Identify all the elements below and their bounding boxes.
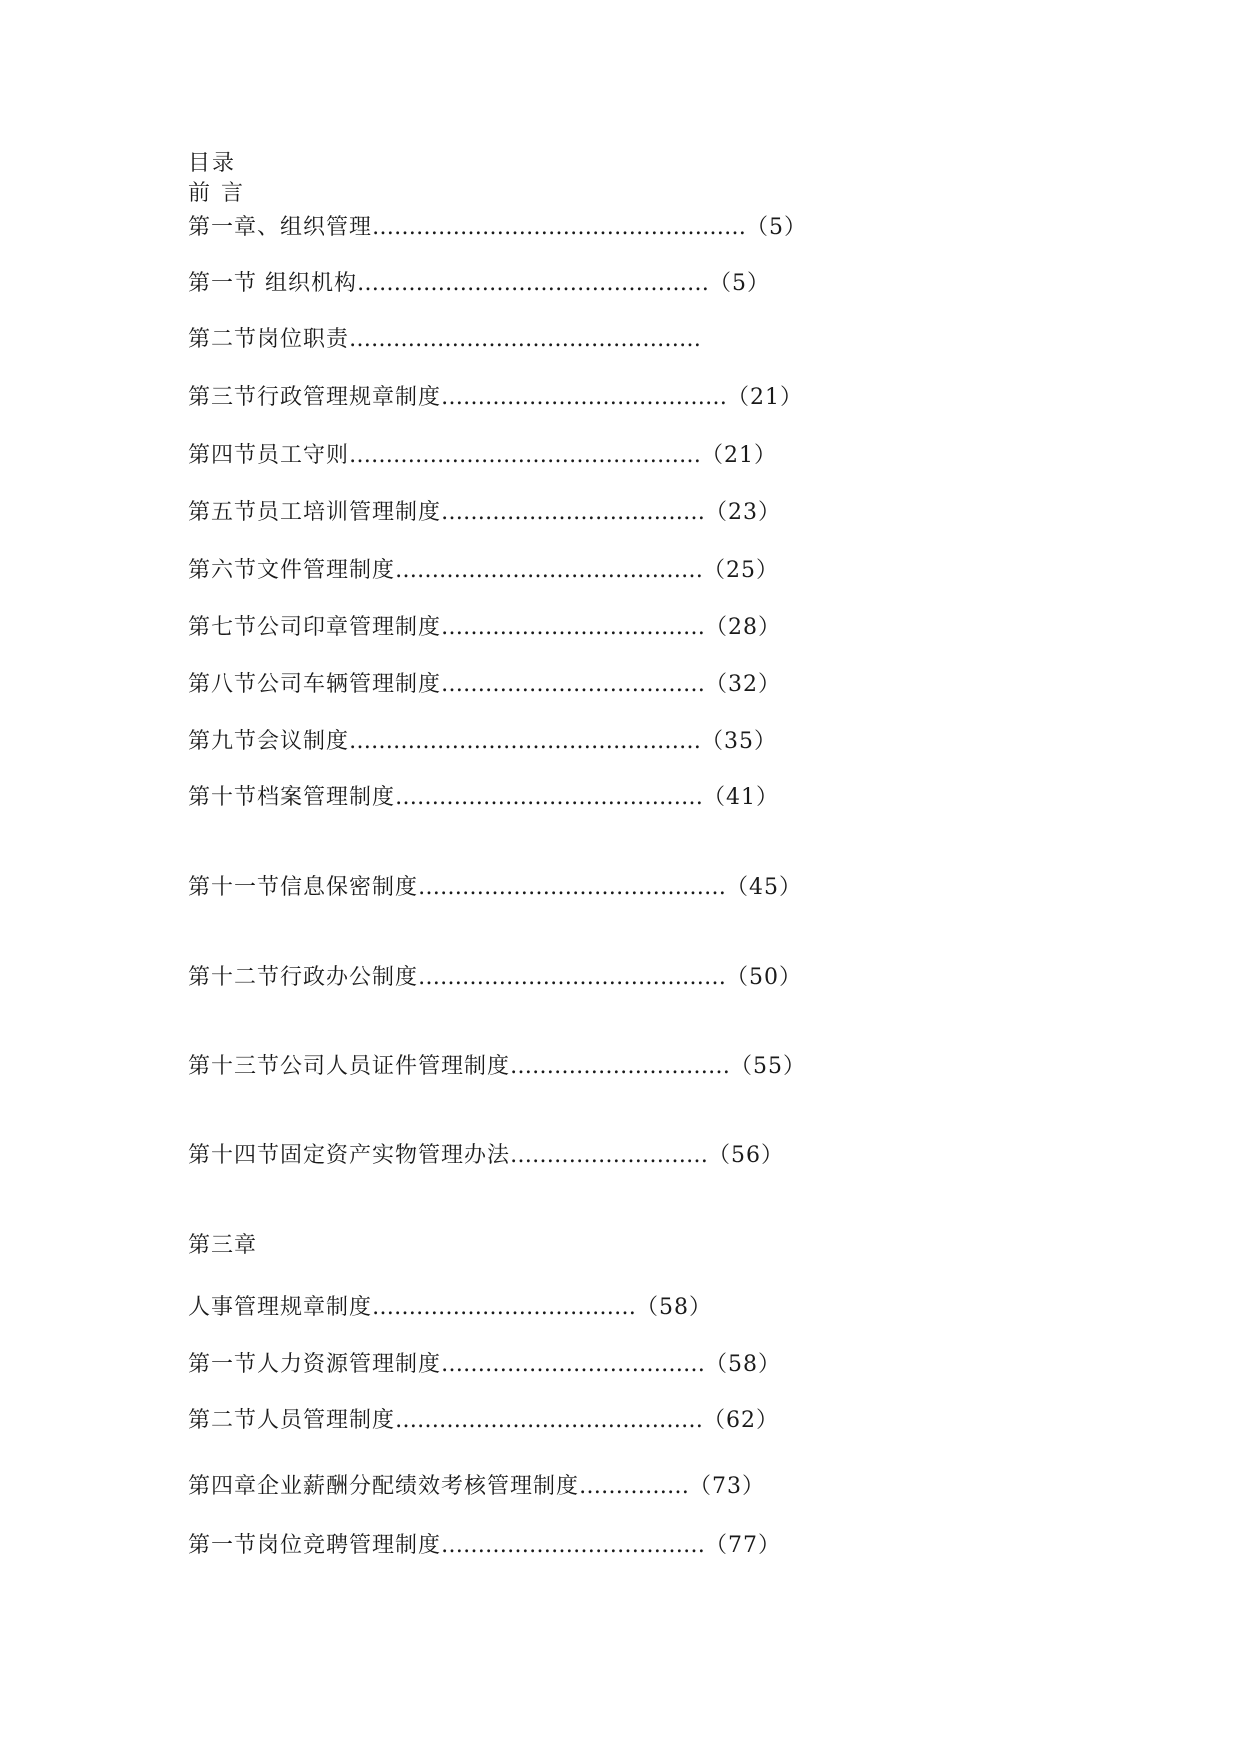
toc-entry[interactable] [188,1473,765,1501]
toc-entry-text: 第十三节公司人员证件管理制度 [188,1054,511,1079]
toc-page-number: （58） [705,1352,782,1377]
toc-entry-text: 第十一节信息保密制度 [188,875,419,900]
toc-leader-dots: ……………………………… [372,1295,637,1320]
toc-entry-text: 第三章 [188,1233,258,1258]
toc-page-number: （58） [636,1295,713,1320]
chapter-heading[interactable] [188,1232,257,1260]
toc-page-number: （62） [703,1408,780,1433]
toc-page-number: （25） [703,558,780,583]
toc-entry[interactable] [188,270,770,298]
toc-leader-dots: …………………………………… [395,1408,704,1433]
toc-page-number: （56） [708,1143,785,1168]
toc-leader-dots: …………………………………… [418,965,727,990]
toc-leader-dots: ……………………… [510,1143,709,1168]
toc-entry-text: 第六节文件管理制度 [188,558,396,583]
toc-entry-text: 第一节 组织机构 [188,271,357,296]
toc-entry[interactable] [188,874,802,902]
toc-page-number: （55） [730,1054,807,1079]
toc-entry[interactable] [188,326,701,354]
toc-entry[interactable] [188,1532,781,1560]
toc-entry-text: 第四章企业薪酬分配绩效考核管理制度 [188,1474,580,1499]
toc-leader-dots: ………………………………………… [357,271,709,296]
toc-page-number: （5） [746,215,808,240]
toc-entry[interactable] [188,557,779,585]
toc-entry-text: 第十节档案管理制度 [188,785,396,810]
toc-entry-text: 第一节人力资源管理制度 [188,1352,442,1377]
toc-entry[interactable] [188,499,781,527]
toc-leader-dots: ……………………………… [441,615,706,640]
toc-entry-text: 第三节行政管理规章制度 [188,385,442,410]
toc-entry-text: 第二节岗位职责 [188,327,350,352]
toc-entry-text: 第七节公司印章管理制度 [188,615,442,640]
toc-entry-text: 第八节公司车辆管理制度 [188,672,442,697]
toc-leader-dots: ………………………… [510,1054,731,1079]
toc-page-number: （45） [726,875,803,900]
toc-page-number: （21） [727,385,804,410]
toc-entry[interactable] [188,671,781,699]
toc-entry-text: 第二节人员管理制度 [188,1408,396,1433]
toc-title: 目录 [188,151,237,176]
toc-entry[interactable] [188,964,802,992]
toc-entry[interactable] [188,1294,712,1322]
toc-entry-text: 第九节会议制度 [188,729,350,754]
toc-entry-text: 第一章、组织管理 [188,215,373,240]
toc-entry[interactable] [188,728,777,756]
toc-entry[interactable] [188,1351,781,1379]
toc-page-number: （32） [705,672,782,697]
toc-page-number: （5） [709,271,770,296]
toc-leader-dots: …………………………………… [395,558,704,583]
toc-entry-text: 第十二节行政办公制度 [188,965,419,990]
toc-page-number: （77） [705,1533,782,1558]
toc-entry[interactable] [188,214,807,242]
toc-entry[interactable] [188,384,803,412]
toc-leader-dots: …………………………………………… [372,215,747,240]
toc-leader-dots: ………………………………… [441,385,728,410]
toc-leader-dots: ………………………………………… [349,327,702,352]
toc-entry[interactable] [188,1142,784,1170]
toc-entry-text: 第五节员工培训管理制度 [188,500,442,525]
toc-page-number: （41） [703,785,780,810]
toc-page-number: （35） [701,729,778,754]
toc-leader-dots: ……………………………… [441,1352,706,1377]
toc-leader-dots: ………………………………………… [349,729,702,754]
toc-entry-text: 人事管理规章制度 [188,1295,373,1320]
preface-heading: 前 言 [188,181,245,206]
toc-page-number: （23） [705,500,782,525]
toc-entry[interactable] [188,784,779,812]
toc-entry-text: 第一节岗位竞聘管理制度 [188,1533,442,1558]
toc-page-number: （50） [726,965,803,990]
toc-entry[interactable] [188,1053,806,1081]
toc-leader-dots: ……………………………… [441,1533,706,1558]
toc-leader-dots: …………… [579,1474,690,1499]
toc-page-number: （28） [705,615,782,640]
toc-leader-dots: ………………………………………… [349,443,702,468]
toc-entry-text: 第十四节固定资产实物管理办法 [188,1143,511,1168]
toc-entry[interactable] [188,442,777,470]
toc-page-number: （73） [689,1474,766,1499]
toc-leader-dots: …………………………………… [395,785,704,810]
toc-leader-dots: ……………………………… [441,500,706,525]
toc-leader-dots: ……………………………… [441,672,706,697]
toc-leader-dots: …………………………………… [418,875,727,900]
toc-page-number: （21） [701,443,778,468]
toc-entry[interactable] [188,614,781,642]
toc-entry[interactable] [188,1407,779,1435]
toc-entry-text: 第四节员工守则 [188,443,350,468]
